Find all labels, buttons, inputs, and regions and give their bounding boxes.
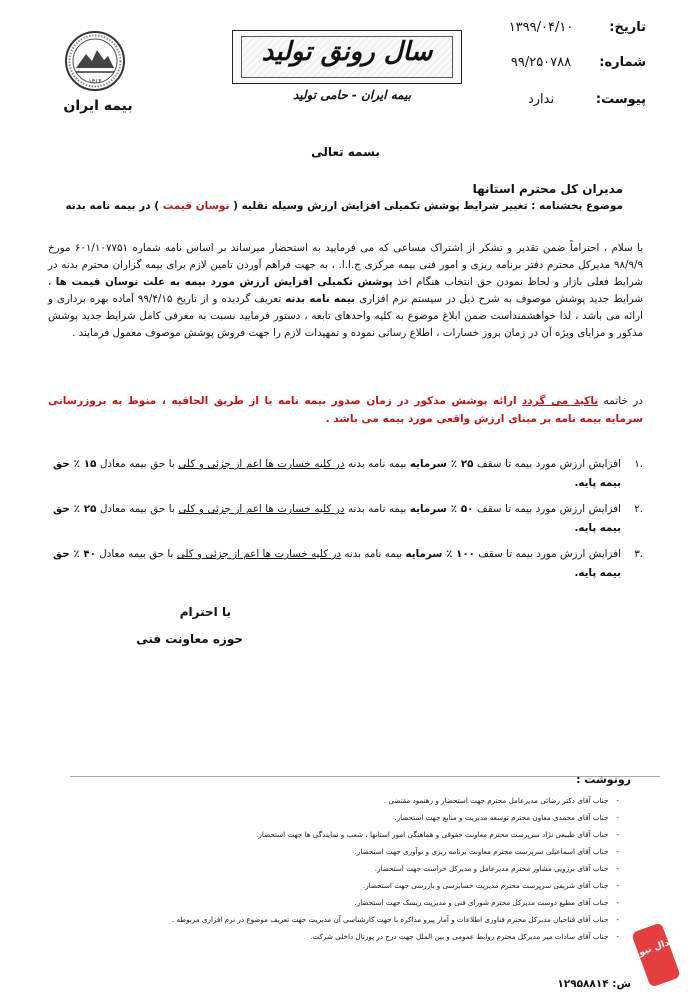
attachment-value: ندارد bbox=[527, 92, 555, 107]
list-item: - جناب آقای محمدی معاون محترم توسعه مدیریت و منابع جهت استحضار. bbox=[394, 813, 619, 822]
list-item: - جناب آقای شریفی سرپرست محترم مدیریت حسابرسی و بازرسی جهت استحضار. bbox=[362, 881, 619, 890]
footer-number: ش: ۱۲۹۵۸۸۱۴ bbox=[557, 978, 631, 990]
item-number: .۱ bbox=[634, 458, 643, 470]
list-item: .۱ افزایش ارزش مورد بیمه تا سقف ۲۵ ٪ سرمایه بیمه نامه بدنه در کلیه خسارت ها اعم از جزئی و کلی با حق بیمه معادل ۱۵ ٪ حق بیمه پایه. bbox=[53, 455, 643, 493]
subject-highlight: نوسان قیمت bbox=[162, 200, 230, 212]
list-item: - جناب آقای دکتر رضائی مدیرعامل محترم جهت استحضار و رهنمود مقتضی . bbox=[383, 796, 619, 805]
attachment-row bbox=[481, 92, 646, 107]
year-slogan-logo bbox=[232, 30, 462, 84]
subject-prefix: موضوع بخشنامه : تغییر شرایط پوشش تکمیلی افزایش ارزش وسیله نقلیه ( bbox=[233, 200, 623, 212]
emblem-year: ۱۳۱۴ bbox=[88, 78, 102, 85]
subject-suffix: ) در بیمه نامه بدنه bbox=[65, 200, 160, 212]
bimeh-iran-emblem-icon bbox=[64, 30, 126, 92]
watermark-text: پدال نیوز bbox=[632, 936, 675, 961]
body-paragraph-2 bbox=[48, 392, 643, 428]
p1-part-a: با سلام ، احتراماً ضمن تقدیر و تشکر از اشتراک مساعی که می فرمایید به استحضار میرساند بر اساس نامه شماره ۶۰۱/۱۰۷۷۵۱ مورخ ۹۸/۹/۹ مدیرکل محترم دفتر برنامه ریزی و امور فنی بیمه مرکزی ج.ا.ا. ، به جهت فراهم آوردن تامین لازم برای بیمه گزاران محترم بدنه در شرایط فعلی بازار و لحاظ نمودن حق انتخاب هنگام اخذ bbox=[48, 242, 644, 288]
list-item: - جناب آقای فتاحیان مدیرکل محترم فناوری اطلاعات و آمار پیرو مذاکره با جهت کارشناسی آن مدیریت جهت تعریف موضوع در نرم افزاری مربوطه . bbox=[171, 915, 619, 924]
body-paragraph-1 bbox=[48, 240, 643, 342]
list-item: - جناب آقای اسماعیلی سرپرست محترم معاونت برنامه ریزی و نوآوری جهت استحضار. bbox=[354, 847, 619, 856]
p1-part-c: ، شرایط جدید پوشش موصوف به شرح ذیل در سیستم نرم افزاری bbox=[48, 276, 643, 305]
date-row bbox=[481, 20, 646, 35]
padal-news-watermark-icon bbox=[632, 920, 680, 990]
number-label: شماره: bbox=[599, 55, 646, 70]
list-item: - جناب آقای طبیعی نژاد سرپرست محترم معاونت حقوقی و هماهنگی امور استانها ، شعب و نمایندگی ها جهت استحضار. bbox=[256, 830, 619, 839]
attachment-label: پیوست: bbox=[595, 92, 646, 107]
subject-line bbox=[66, 200, 624, 212]
p2-part-c: ارائه پوشش مذکور در زمان صدور بیمه نامه یا از طریق الحاقیه ، منوط به بروزرسانی سرمایه بیمه نامه بر مبنای ارزش واقعی مورد بیمه می باشد . bbox=[48, 395, 643, 425]
p1-part-e: تعریف گردیده و از تاریخ ۹۹/۴/۱۵ آماده بهره برداری و ارائه می باشد ، لذا خواهشمنداست ضمن ابلاغ موضوع به کلیه واحدهای تابعه ، دستور فرمایید نسبت به معرفی کامل شرایط جدید پوشش مذکور و مزایای ویژه آن در زمان بروز خسارات ، اطلاع رسانی نموده و تمهیدات لازم را جهت فروش پوشش موصوف معمول فرمایند . bbox=[48, 293, 643, 339]
p1-part-b: پوشش تکمیلی افزایش ارزش مورد بیمه به علت نوسان قیمت ها bbox=[55, 276, 393, 288]
divider bbox=[70, 776, 660, 777]
p2-part-b: تاکید می گردد bbox=[521, 395, 599, 407]
company-name: بیمه ایران bbox=[63, 98, 133, 114]
logo-title: سال رونق تولید bbox=[261, 37, 433, 67]
list-item: .۲ افزایش ارزش مورد بیمه تا سقف ۵۰ ٪ سرمایه بیمه نامه بدنه در کلیه خسارت ها اعم از جزئی و کلی با حق بیمه معادل ۲۵ ٪ حق بیمه پایه. bbox=[53, 500, 643, 538]
addressee: مدیران کل محترم استانها bbox=[472, 182, 623, 196]
signature-regards: با احترام bbox=[179, 605, 231, 619]
list-item: - جناب آقای مطیع دوست مدیرکل محترم شورای فنی و مدیریت ریسک جهت استحضار. bbox=[354, 898, 619, 907]
number-value: ۹۹/۲۵۰۷۸۸ bbox=[510, 55, 572, 70]
signature-office: حوزه معاونت فنی bbox=[136, 632, 243, 646]
item-number: .۲ bbox=[634, 503, 643, 515]
cc-title: رونوشت : bbox=[576, 773, 631, 786]
item-number: .۳ bbox=[634, 548, 643, 560]
date-label: تاریخ: bbox=[609, 20, 646, 35]
list-item: - جناب آقای برزویی مشاور محترم مدیرعامل و مدیرکل حراست جهت استحضار. bbox=[374, 864, 619, 873]
logo-subtitle: بیمه ایران - حامی تولید bbox=[292, 88, 412, 102]
number-row bbox=[481, 55, 646, 70]
date-value: ۱۳۹۹/۰۴/۱۰ bbox=[508, 20, 574, 35]
p1-part-d: بیمه نامه بدنه bbox=[285, 293, 356, 305]
basmala: بسمه تعالی bbox=[311, 145, 380, 159]
list-item: - جناب آقای سادات میر مدیرکل محترم روابط عمومی و بین الملل جهت درج در پورتال داخلی شرکت. bbox=[310, 932, 619, 941]
p2-part-a: در خاتمه bbox=[603, 395, 644, 407]
list-item: .۳ افزایش ارزش مورد بیمه تا سقف ۱۰۰ ٪ سرمایه بیمه نامه بدنه در کلیه خسارت ها اعم از جزئی و کلی با حق بیمه معادل ۴۰ ٪ حق بیمه پایه. bbox=[53, 545, 643, 583]
